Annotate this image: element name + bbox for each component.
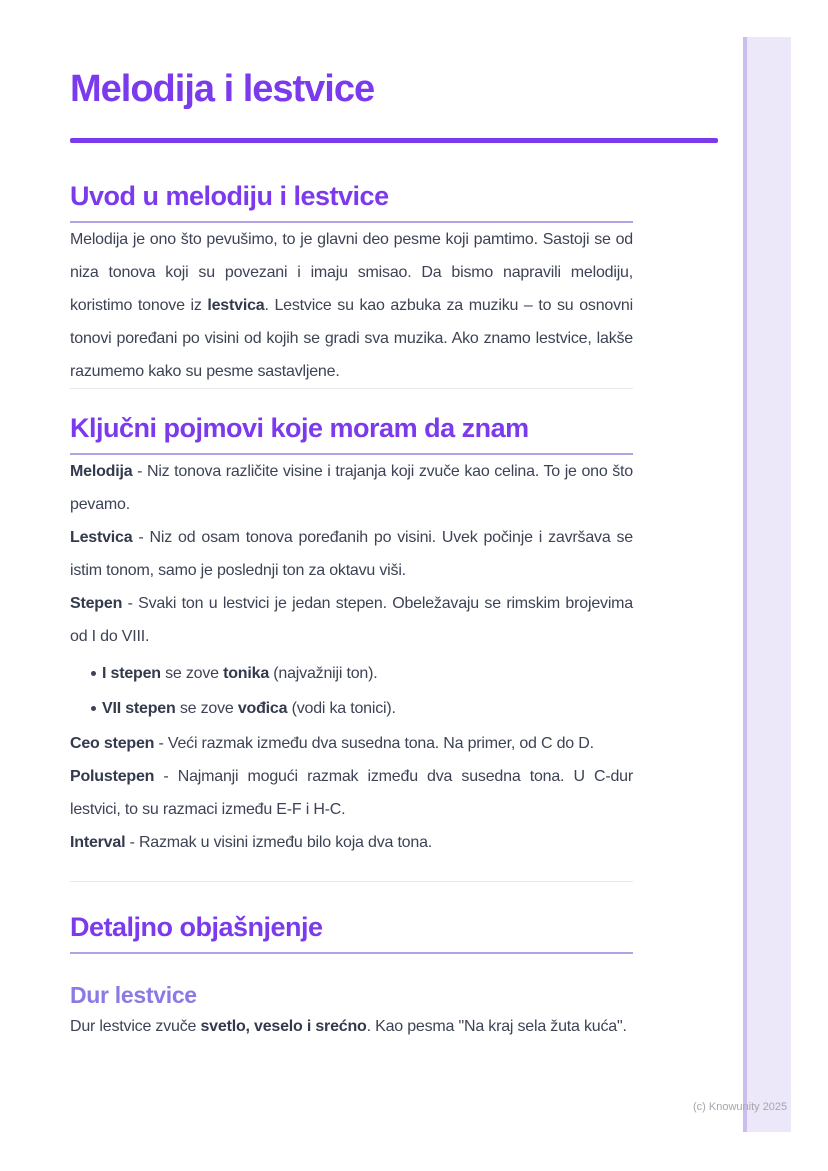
list-item-vodjica: VII stepen se zove vođica (vodi ka tonici). [70,692,633,725]
title-rule [70,138,718,143]
section-divider [70,881,633,882]
document-title: Melodija i lestvice [70,68,375,110]
term-paragraph-polustepen: Polustepen - Najmanji mogući razmak između dva susedna tona. U C-dur lestvici, to su razmaci između E-F i H-C. [70,768,633,818]
section-detaljno-heading: Detaljno objašnjenje [70,912,323,942]
term-paragraph-stepen: Stepen - Svaki ton u lestvici je jedan stepen. Obeležavaju se rimskim brojevima od I do VIII. [70,595,633,645]
section-kljucni-heading: Ključni pojmovi koje moram da znam [70,413,529,443]
document-content [70,0,633,1043]
intro-paragraph: Melodija je ono što pevušimo, to je glavni deo pesme koji pamtimo. Sastoji se od niza tonova koji su povezani i imaju smisao. Da bismo napravili melodiju, koristimo tonove iz lestvica. Lestvice su kao azbuka za muziku – to su osnovni tonovi poređani po visini od kojih se gradi sva muzika. Ako znamo lestvice, lakše razumemo kako su pesme sastavljene. [70,231,633,380]
copyright-note: (c) Knowunity 2025 [693,1101,788,1113]
dur-paragraph: Dur lestvice zvuče svetlo, veselo i srećno. Kao pesma "Na kraj sela žuta kuća". [70,1018,627,1035]
subsection-dur-heading: Dur lestvice [70,982,197,1008]
term-list [70,657,633,725]
term-paragraph-lestvica: Lestvica - Niz od osam tonova poređanih po visini. Uvek počinje i završava se istim tonom, samo je poslednji ton za oktavu viši. [70,529,633,579]
term-paragraph-interval: Interval - Razmak u visini između bilo koja dva tona. [70,834,433,851]
term-paragraph-melodija: Melodija - Niz tonova različite visine i trajanja koji zvuče kao celina. To je ono što pevamo. [70,463,633,513]
term-paragraph-ceo-stepen: Ceo stepen - Veći razmak između dva susedna tona. Na primer, od C do D. [70,735,594,752]
section-uvod-heading: Uvod u melodiju i lestvice [70,181,389,211]
side-strip [743,37,791,1132]
list-item-tonika: I stepen se zove tonika (najvažniji ton). [70,657,633,690]
section-detaljno-rule [70,952,633,954]
section-divider [70,388,633,389]
